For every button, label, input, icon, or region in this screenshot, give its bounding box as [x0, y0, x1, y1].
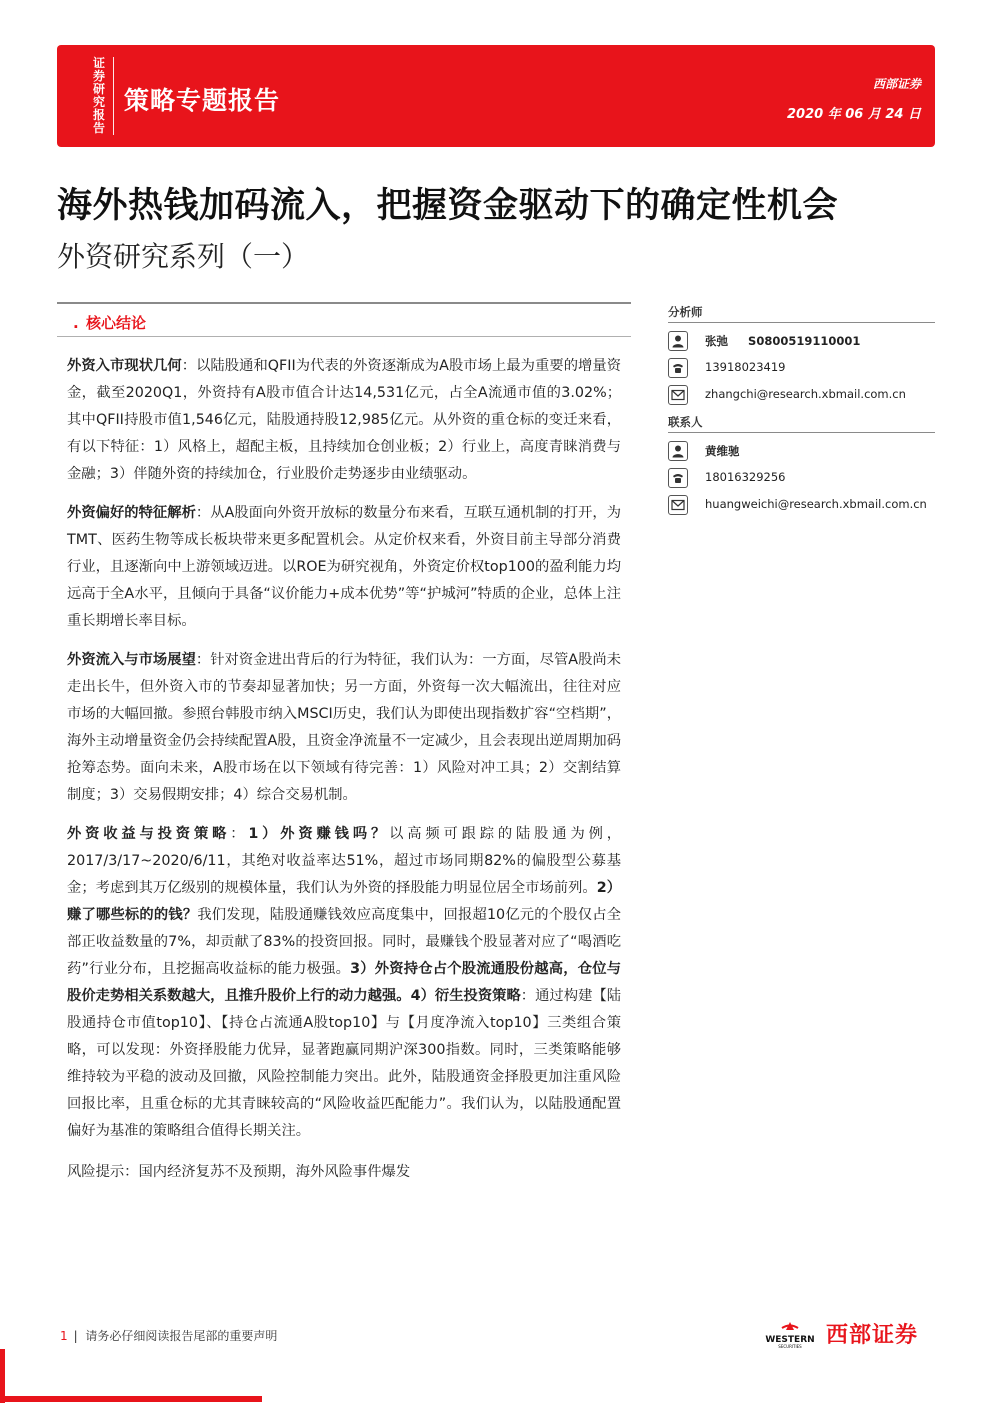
contact-email[interactable]: huangweichi@research.xbmail.com.cn	[705, 497, 927, 511]
section-heading-text: 核心结论	[85, 314, 146, 332]
sidebar-rule	[668, 432, 935, 433]
contact-label: 联系人	[668, 415, 703, 429]
section-dot: .	[73, 314, 79, 332]
paragraph-lead: 外资偏好的特征解析	[67, 505, 196, 521]
paragraph-outlook	[67, 647, 621, 809]
paragraph-strategy	[67, 821, 621, 1145]
paragraph-body: ：通过构建【陆股通持仓市值top10】、【持仓占流通A股top10】与【月度净流入top10】三类组合策略，可以发现：外资择股能力优异，显著跑赢同期沪深300指数。同时，三类策略能够维持较为平稳的波动及回撤，风险控制能力突出。此外，陆股通资金择股更加注重风险回报比率，且重仓标的尤其青睐较高的“风险收益匹配能力”。我们认为，以陆股通配置偏好为基准的策略组合值得长期关注。	[67, 988, 621, 1139]
paragraph-market-status	[67, 353, 621, 488]
firm-logo	[760, 1318, 936, 1352]
analyst-phone: 13918023419	[705, 360, 786, 374]
contact-name-row	[668, 437, 935, 464]
corner-accent-horizontal	[0, 1396, 262, 1402]
contact-email-row	[668, 491, 935, 518]
footer-separator: |	[73, 1329, 78, 1343]
section-rule-thin	[57, 336, 631, 337]
author-sidebar	[668, 302, 935, 518]
analyst-phone-row	[668, 354, 935, 381]
risk-warning: 风险提示：国内经济复苏不及预期，海外风险事件爆发	[67, 1164, 411, 1180]
phone-icon	[668, 358, 688, 378]
highlight-question-1: 1）外资赚钱吗？	[248, 826, 390, 842]
paragraph-body: ：	[230, 826, 249, 842]
paragraph-body: ：以陆股通和QFII为代表的外资逐渐成为A股市场上最为重要的增量资金，截至2020Q1，外资持有A股市值合计达14,531亿元，占全A流通市值的3.02%；其中QFII持股市值1,546亿元，陆股通持股12,985亿元。从外资的重仓标的变迁来看，有以下特征：1）风格上，超配主板，且持续加仓创业板；2）行业上，高度青睐消费与金融；3）伴随外资的持续加仓，行业股价走势逐步由业绩驱动。	[67, 358, 622, 482]
email-icon	[668, 495, 688, 515]
body-text	[57, 353, 621, 1186]
logo-english-name: WESTERN	[765, 1335, 815, 1345]
paragraph-body: 以高频可跟踪的陆股通为例，2017/3/17~2020/6/11，其绝对收益率达51%，超过市场同期82%的偏股型公募基金；考虑到其万亿级别的规模体量，我们认为外资的择股能力明显位居全市场前列。	[67, 826, 622, 896]
logo-english-subtitle: SECURITIES	[778, 1344, 802, 1349]
paragraph-body: ：针对资金进出背后的行为特征，我们认为：一方面，尽管A股尚未走出长牛，但外资入市的节奏却显著加快；另一方面，外资每一次大幅流出，往往对应市场的大幅回撤。参照台韩股市纳入MSCI历史，我们认为即使出现指数扩容“空档期”，海外主动增量资金仍会持续配置A股，且资金净流量不一定减少，且会表现出逆周期加码抢筹态势。面向未来，A股市场在以下领域有待完善：1）风险对冲工具；2）交割结算制度；3）交易假期安排；4）综合交易机制。	[67, 652, 622, 803]
logo-chinese-name: 西部证券	[826, 1323, 919, 1348]
analyst-name: 张弛	[705, 334, 728, 348]
highlight-question-2: 2）赚了哪些标的的钱？	[67, 880, 621, 923]
paragraph-body: ：从A股面向外资开放标的数量分布来看，互联互通机制的打开，为TMT、医药生物等成长板块带来更多配置机会。从定价权来看，外资目前主导部分消费行业，且逐渐向中上游领域迈进。以ROE为研究视角，外资定价权top100的盈利能力均远高于全A水平，且倾向于具备“议价能力+成本优势”等“护城河”特质的企业，总体上注重长期增长率目标。	[67, 505, 622, 629]
paragraph-lead: 外资收益与投资策略	[67, 826, 231, 842]
sub-title: 外资研究系列（一）	[57, 240, 310, 273]
report-banner	[57, 45, 935, 147]
western-securities-logo-mark	[760, 1320, 820, 1350]
footer-page-info	[60, 1327, 277, 1344]
banner-vertical-label: 证 券 研 究 报 告	[92, 56, 105, 135]
main-title: 海外热钱加码流入，把握资金驱动下的确定性机会	[57, 186, 839, 226]
report-type: 策略专题报告	[124, 86, 281, 115]
sidebar-rule	[668, 322, 935, 323]
paragraph-body: 我们发现，陆股通赚钱效应高度集中，回报超10亿元的个股仅占全部正收益数量的7%，却贡献了83%的投资回报。同时，最赚钱个股显著对应了“喝酒吃药”行业分布，且挖掘高收益标的能力极强。	[67, 907, 621, 977]
highlight-point-3: 3）外资持仓占个股流通股份越高，仓位与股价走势相关系数越大，且推升股价上行的动力越强。	[67, 961, 621, 1004]
contact-phone-row	[668, 464, 935, 491]
person-icon	[668, 441, 688, 461]
contact-name: 黄维驰	[705, 444, 740, 458]
analyst-name-line	[705, 333, 860, 349]
paragraph-preference	[67, 500, 621, 635]
paragraph-lead: 外资流入与市场展望	[67, 652, 196, 668]
phone-icon	[668, 468, 688, 488]
analyst-name-row	[668, 327, 935, 354]
banner-divider	[113, 57, 114, 135]
corner-accent-vertical	[0, 1349, 5, 1403]
analyst-label: 分析师	[668, 305, 703, 319]
person-icon	[668, 331, 688, 351]
footer-disclaimer: 请务必仔细阅读报告尾部的重要声明	[85, 1329, 278, 1343]
report-date: 2020 年 06 月 24 日	[787, 107, 921, 122]
email-icon	[668, 385, 688, 405]
contact-phone: 18016329256	[705, 470, 786, 484]
core-conclusions	[57, 302, 631, 1186]
analyst-email-row	[668, 381, 935, 408]
paragraph-lead: 外资入市现状几何	[67, 358, 182, 374]
analyst-email[interactable]: zhangchi@research.xbmail.com.cn	[705, 387, 906, 401]
highlight-point-4: 4）衍生投资策略	[410, 988, 521, 1004]
page-number: 1	[60, 1329, 68, 1343]
section-rule-top	[57, 302, 631, 304]
banner-firm-name: 西部证券	[872, 77, 921, 91]
section-heading	[57, 312, 631, 334]
analyst-cert-id: S0800519110001	[748, 334, 861, 348]
